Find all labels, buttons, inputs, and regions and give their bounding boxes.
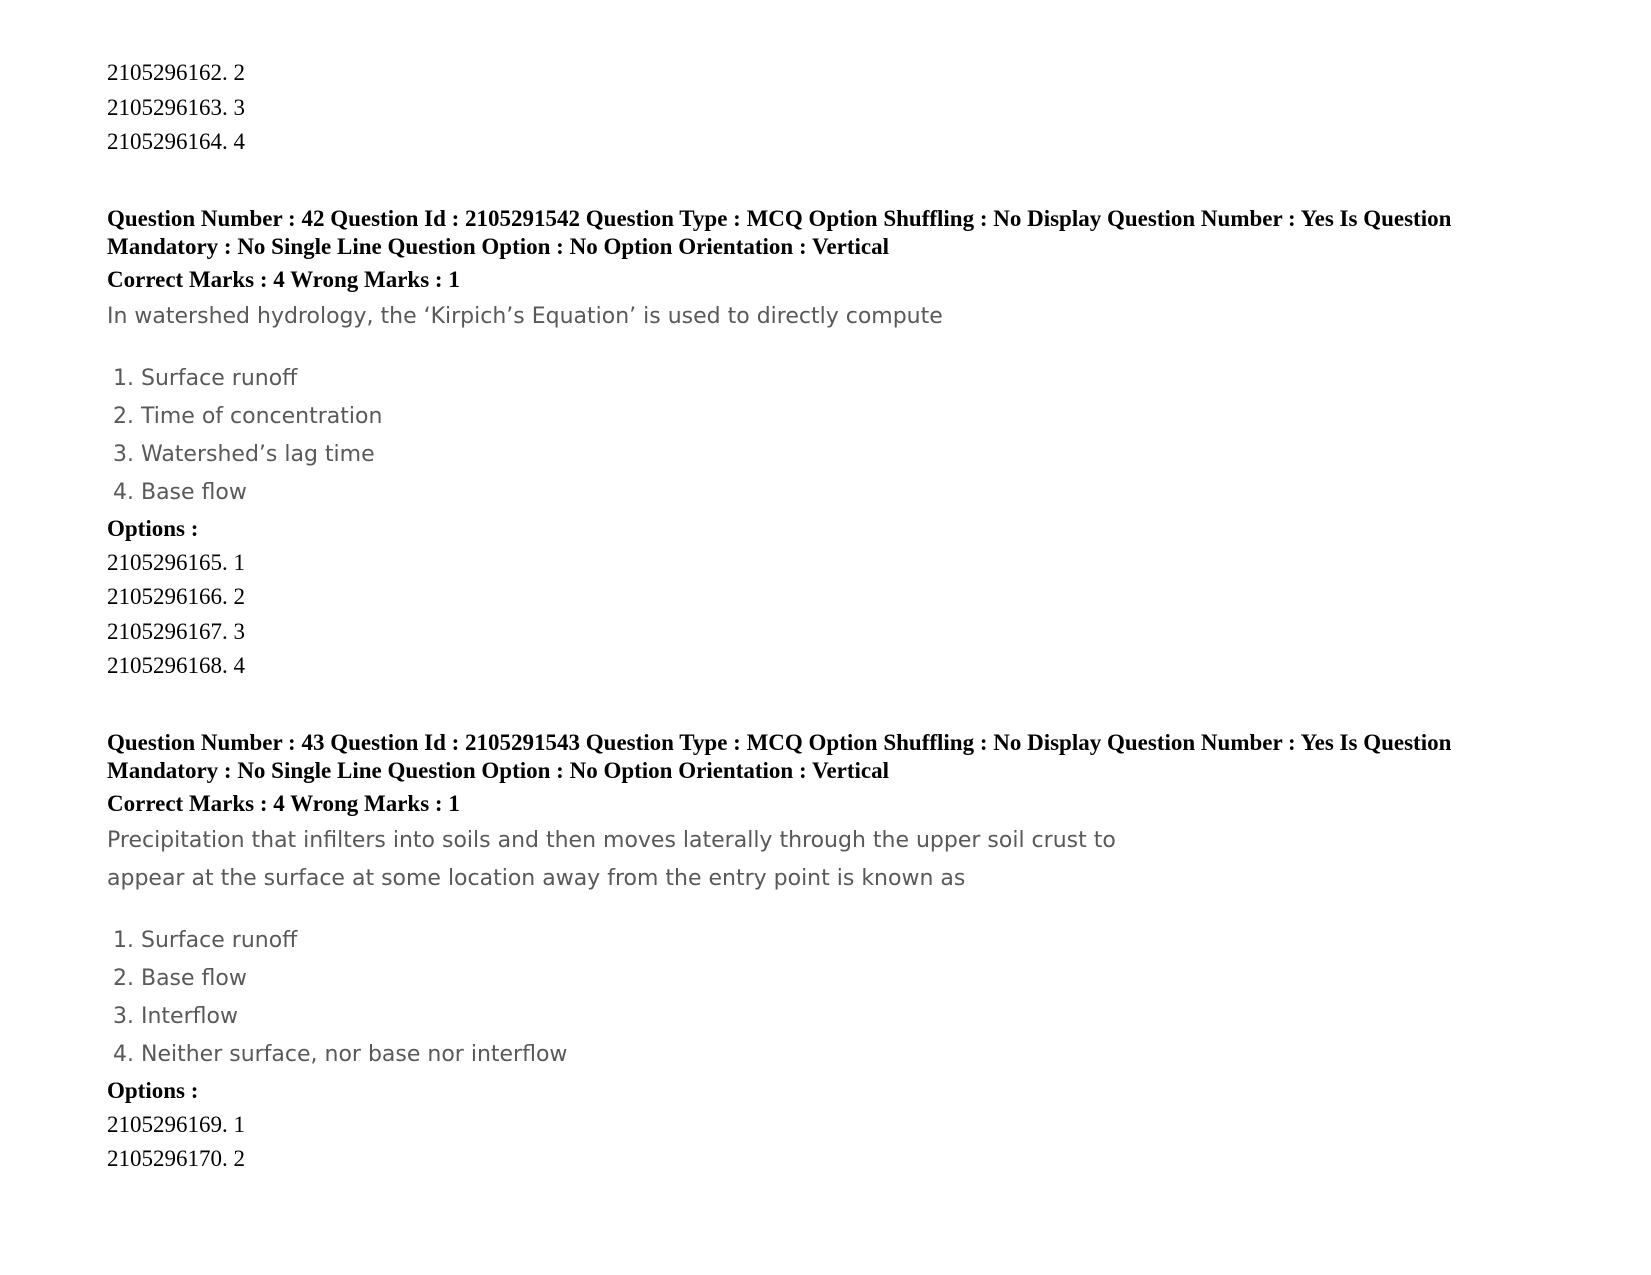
option-id-line: 2105296169. 1 [107, 1111, 245, 1137]
question-choice: 1. Surface runoff [113, 927, 298, 953]
option-ids-list [107, 546, 1547, 684]
question-choice: 4. Neither surface, nor base nor interflow [113, 1041, 568, 1067]
top-options-list [107, 56, 1547, 160]
option-id-line: 2105296162. 2 [107, 60, 245, 85]
question-block-43 [107, 729, 1547, 1177]
options-label: Options : [107, 515, 199, 541]
option-id-line: 2105296167. 3 [107, 618, 245, 644]
question-choices [107, 360, 1547, 512]
question-choice: 2. Base flow [113, 965, 247, 991]
option-id-line: 2105296170. 2 [107, 1146, 245, 1171]
options-label: Options : [107, 1077, 199, 1103]
question-text [107, 822, 1547, 898]
option-id-line: 2105296164. 4 [107, 129, 245, 154]
question-choice: 3. Interflow [113, 1003, 238, 1029]
question-choices [107, 922, 1547, 1074]
question-choice: 3. Watershed’s lag time [113, 441, 375, 467]
question-header: Question Number : 42 Question Id : 2105291542 Question Type : MCQ Option Shuffling : No Display Question Number : Yes Is Question Mandatory : No Single Line Question Option : No Option Orientation : Vertical [107, 205, 1452, 259]
option-id-line: 2105296166. 2 [107, 584, 245, 609]
question-text-line: Precipitation that infilters into soils and then moves laterally through the upper soil crust to [107, 827, 1116, 853]
question-marks: Correct Marks : 4 Wrong Marks : 1 [107, 266, 460, 292]
document-page [107, 56, 1547, 1177]
question-choice: 1. Surface runoff [113, 365, 298, 391]
question-choice: 2. Time of concentration [113, 403, 383, 429]
question-marks: Correct Marks : 4 Wrong Marks : 1 [107, 790, 460, 816]
question-text-line: appear at the surface at some location away from the entry point is known as [107, 865, 966, 891]
option-id-line: 2105296165. 1 [107, 549, 245, 575]
question-text: In watershed hydrology, the ‘Kirpich’s Equation’ is used to directly compute [107, 303, 943, 329]
question-block-42 [107, 205, 1547, 684]
option-id-line: 2105296163. 3 [107, 94, 245, 120]
option-ids-list [107, 1108, 1547, 1177]
question-header: Question Number : 43 Question Id : 2105291543 Question Type : MCQ Option Shuffling : No Display Question Number : Yes Is Question Mandatory : No Single Line Question Option : No Option Orientation : Vertical [107, 729, 1452, 783]
question-choice: 4. Base flow [113, 479, 247, 505]
option-id-line: 2105296168. 4 [107, 653, 245, 678]
